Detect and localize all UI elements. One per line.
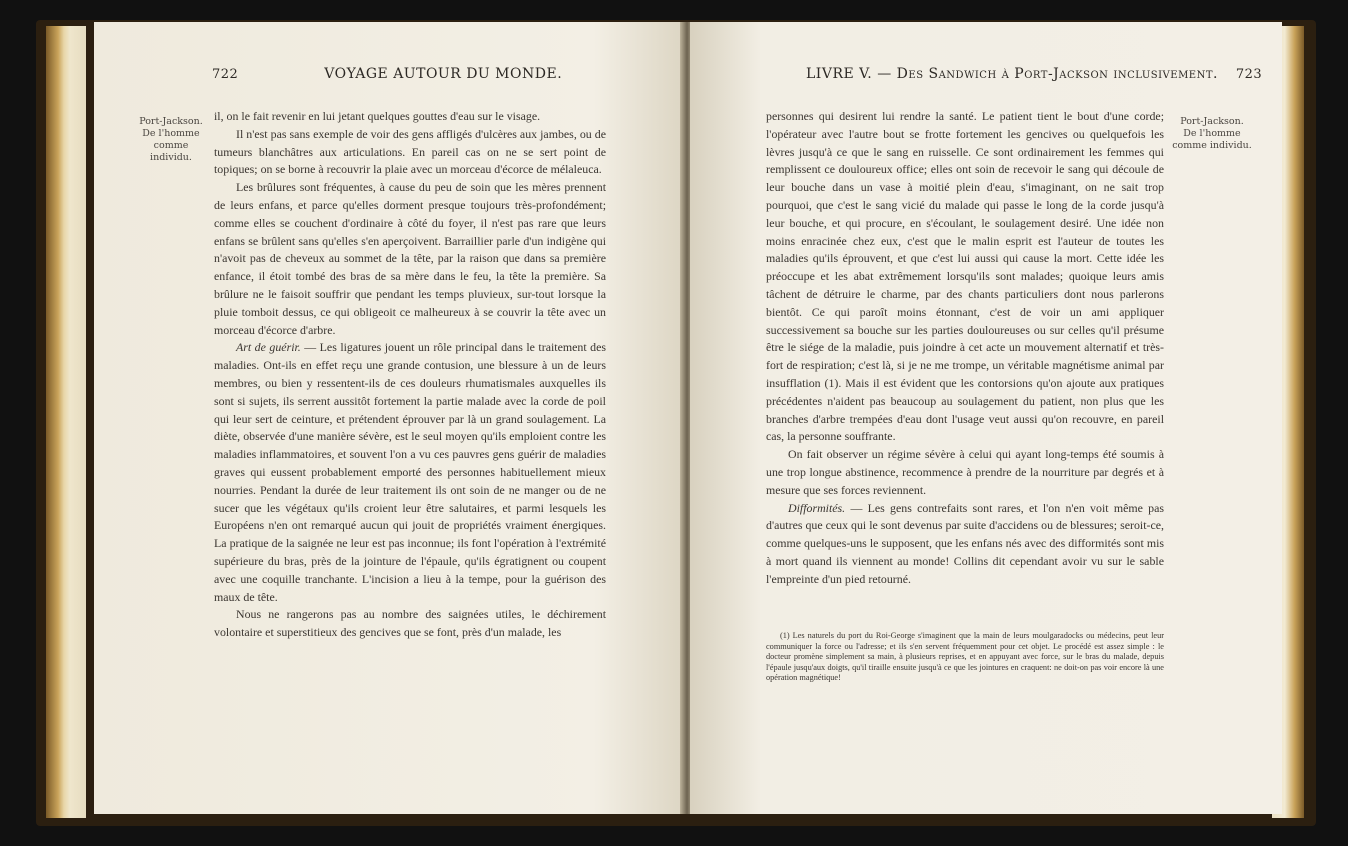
right-margin-place: Port-Jackson. — [1180, 116, 1244, 127]
right-page-number: 723 — [1235, 67, 1263, 82]
left-paragraph-1: il, on le fait revenir en lui jetant quelques gouttes d'eau sur le visage. — [214, 109, 541, 123]
right-paragraph-1: personnes qui desirent lui rendre la santé. Le patient tient le bout d'une corde; l'opérateur avec l'autre bout se frotte fortement les gencives ou quelquefois les lèvres jusqu'à ce que le sang en ruisselle. Ce sont ordinairement les femmes qui remplissent ce douloureux office; elles ont soin de recevoir le sang qui découle de leur bouche dans un vase à moitié plein d'eau, s'imaginant, on ne sait trop pourquoi, que c'est le sang vicié du malade qui passe le long de la corde jusqu'à leur bouche, et qui procure, en s'écoulant, le soulagement desiré. Une idée non moins enracinée chez eux, c'est que le malin esprit est l'auteur de toutes les maladies qu'ils éprouvent, et que c'est lui aussi qui cause la mort. Cette idée les préoccupe et les abat extrêmement lorsqu'ils sont malades; quoique leurs amis tâchent de détruire le charme, par des chants particuliers dont nous parlerons bientôt. Ce qui paroît moins étonnant, c'est de voir un ami appliquer successivement sa bouche sur les parties douloureuses ou sur celles qu'il présume être le siége de la maladie, puis joindre à cet acte un mouvement alternatif et très-fort de respiration; c'est là, si je ne me trompe, un véritable magnétisme animal par insufflation (1). Mais il est évident que les contorsions qu'on ajoute aux pratiques précédentes n'aident pas beaucoup au soulagement du patient, non plus que les branches d'arbre trempées d'eau dont l'usage veut aussi qu'on recouvre, en pareil cas, la personne souffrante. — [766, 109, 1164, 444]
right-paragraph-3 — [766, 500, 1164, 589]
left-body-text — [214, 108, 606, 642]
left-running-title: VOYAGE AUTOUR DU MONDE. — [324, 66, 563, 82]
left-page-edges — [46, 26, 86, 818]
left-margin-topic: De l'homme comme individu. — [142, 128, 200, 163]
left-page-number: 722 — [212, 67, 239, 82]
right-running-title: Des Sandwich à Port-Jackson inclusivement. — [896, 66, 1218, 82]
left-paragraph-2: Il n'est pas sans exemple de voir des gens affligés d'ulcères aux jambes, ou de tumeurs blanchâtres aux articulations. En pareil cas on ne se sert point de topiques; on se borne à recouvrir la plaie avec un morceau d'écorce de mélaleuca. — [214, 126, 606, 177]
left-margin-place: Port-Jackson. — [139, 116, 203, 127]
right-footnote — [766, 631, 1164, 684]
right-paragraph-2: On fait observer un régime sévère à celui qui ayant long-temps été soumis à une trop longue abstinence, recommence à prendre de la nourriture par degrés et à mesure que ses forces reviennent. — [766, 447, 1164, 497]
right-italic-lead: Difformités. — [788, 500, 846, 515]
right-margin-notes — [1170, 116, 1254, 152]
right-running-title-prefix: LIVRE V. — — [806, 66, 897, 82]
left-page-header — [212, 66, 562, 82]
right-body-text — [766, 108, 1164, 589]
footnote-text: (1) Les naturels du port du Roi-George s'imaginent que la main de leurs moulgaradocks ou médecins, peut leur communiquer la force ou l'adresse; et ils s'en servent fréquemment pour cet objet. Le procédé est assez simple : le docteur promène simplement sa main, à plusieurs reprises, et en appuyant avec force, sur le bras du malade, depuis l'épaule jusqu'aux doigts, qu'il tiraille ensuite jusqu'à ce que les jointures en craquent: ne doit-on pas voir encore là une opération magnétique! — [766, 631, 1164, 683]
left-paragraph-4-text: — Les ligatures jouent un rôle principal dans le traitement des maladies. Ont-ils en effet reçu une grande contusion, une blessure à un de leurs membres, ou bien y ressentent-ils de ces douleurs rhumatismales auxquelles ils sont si sujets, ils serrent aussitôt fortement la partie malade avec la corde de poil qui leur sert de ceinture, et prétendent éprouver par là un grand soulagement. La diète, observée d'une manière sévère, est le seul moyen qu'ils emploient contre les maladies inflammatoires, et souvent l'on a vu ces pauvres gens guérir de maladies graves qui eussent probablement emporté des personnes habituellement mieux nourries. Pendant la durée de leur traitement ils ont soin de ne manger ou de ne sucer que les végétaux qu'ils croient leur être salutaires, et parmi lesquels les Européens n'en ont remarqué aucun qui jouit de propriétés vraiment énergiques. La pratique de la saignée ne leur est pas inconnue; ils font l'opération à l'extrémité supérieure du bras, près de la jointure de l'épaule, qu'ils égratignent ou coupent avec une coquille tranchante. L'incision a lieu à la tempe, pour la guérison des maux de tête. — [214, 340, 606, 604]
right-paragraph-3-text: — Les gens contrefaits sont rares, et l'on n'en voit même pas d'autres que ceux qui le sont devenus par suite d'accidens ou de blessures; seroit-ce, comme quelques-uns le supposent, que les enfans nés avec des difformités sont mis à mort quand ils viennent au monde! Collins dit cependant avoir vu sur le sable l'empreinte d'un pied retourné. — [766, 500, 1164, 586]
left-paragraph-4 — [214, 339, 606, 606]
left-margin-notes — [134, 116, 208, 164]
right-margin-topic: De l'homme comme individu. — [1172, 128, 1252, 151]
right-page-header — [806, 66, 1262, 82]
left-paragraph-3: Les brûlures sont fréquentes, à cause du peu de soin que les mères prennent de leurs enfans, et parce qu'elles dorment presque toujours très-profondément; comme elles se couchent d'ordinaire à côté du foyer, il n'est pas rare que leurs enfans se brûlent sans qu'elles s'en aperçoivent. Barraillier parle d'un indigène qui n'avoit pas de cheveux au sommet de la tête, par la raison que dans sa première enfance, il étoit tombé des bras de sa mère dans le feu, la tête la première. Sa brûlure ne le faisoit souffrir que pendant les temps pluvieux, sur-tout lorsque la pluie tomboit dessus, ce qui obligeoit ce malheureux à se couvrir la tête avec un morceau d'écorce d'arbre. — [214, 180, 606, 337]
left-paragraph-5: Nous ne rangerons pas au nombre des saignées utiles, le déchirement volontaire et superstitieux des gencives que se font, près d'un malade, les — [214, 607, 606, 640]
left-italic-lead: Art de guérir. — [236, 340, 301, 355]
